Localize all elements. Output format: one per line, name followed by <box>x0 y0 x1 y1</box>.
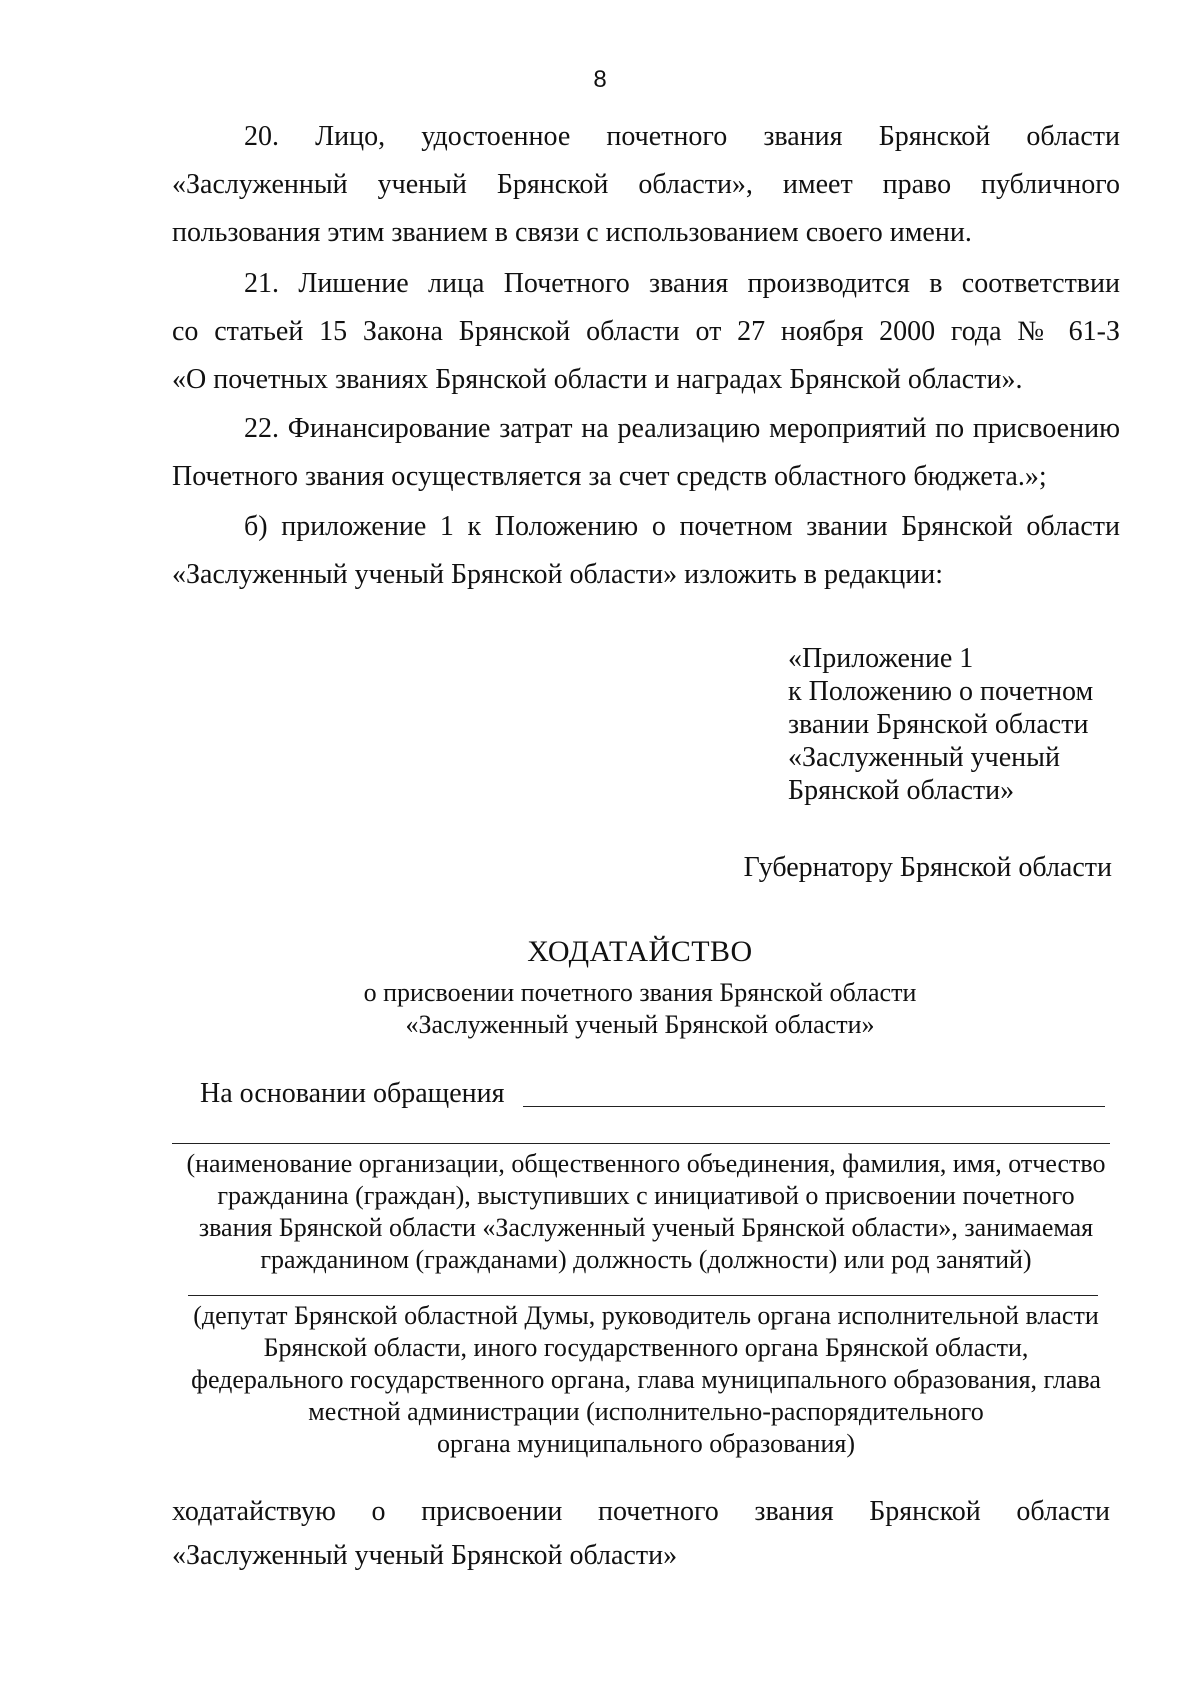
petition-subtitle: «Заслуженный ученый Брянской области» <box>405 1010 875 1039</box>
fill-line <box>523 1106 1105 1107</box>
page-number: 8 <box>593 66 607 93</box>
paragraph-line: пользования этим званием в связи с использованием своего имени. <box>172 217 972 248</box>
caption-line: гражданина (граждан), выступивших с инициативой о присвоении почетного <box>217 1181 1075 1210</box>
paragraph-line: «О почетных званиях Брянской области и наградах Брянской области». <box>172 364 1023 395</box>
paragraph-line: «Заслуженный ученый Брянской области», имеет право публичного <box>172 169 1120 200</box>
paragraph-line: 21. Лишение лица Почетного звания производится в соответствии <box>244 268 1120 299</box>
paragraph-21 <box>172 260 1120 404</box>
caption-line: (наименование организации, общественного объединения, фамилия, имя, отчество <box>186 1149 1106 1178</box>
appendix-line: звании Брянской области <box>788 709 1089 740</box>
caption-line: Брянской области, иного государственного органа Брянской области, <box>263 1333 1029 1362</box>
appendix-line: к Положению о почетном <box>788 676 1094 707</box>
petition-title: ХОДАТАЙСТВО <box>527 935 753 968</box>
paragraph-22 <box>172 405 1120 501</box>
paragraph-line: 22. Финансирование затрат на реализацию мероприятий по присвоению <box>244 413 1120 444</box>
paragraph-line: ходатайствую о присвоении почетного звания Брянской области <box>172 1496 1110 1527</box>
paragraph-line: «Заслуженный ученый Брянской области» изложить в редакции: <box>172 559 944 590</box>
caption-line: органа муниципального образования) <box>436 1429 856 1458</box>
caption-line: местной администрации (исполнительно-распорядительного <box>308 1397 984 1426</box>
paragraph-line: б) приложение 1 к Положению о почетном звании Брянской области <box>244 511 1120 542</box>
appendix-line: «Заслуженный ученый <box>788 742 1060 773</box>
paragraph-line: «Заслуженный ученый Брянской области» <box>172 1540 678 1571</box>
appendix-line: Брянской области» <box>788 775 1015 806</box>
paragraph-line: со статьей 15 Закона Брянской области от 27 ноября 2000 года № 61-З <box>172 316 1120 347</box>
petition-subtitle: о присвоении почетного звания Брянской области <box>363 978 917 1007</box>
fill-line <box>188 1295 1098 1296</box>
appendix-header <box>788 642 1093 807</box>
paragraph-line: Почетного звания осуществляется за счет средств областного бюджета.»; <box>172 461 1047 492</box>
paragraph-b <box>172 503 1120 599</box>
fill-line <box>172 1143 1110 1144</box>
caption-line: (депутат Брянской областной Думы, руководитель органа исполнительной власти <box>193 1301 1099 1330</box>
closing-statement <box>172 1490 1110 1578</box>
caption-line: звания Брянской области «Заслуженный ученый Брянской области», занимаемая <box>198 1213 1094 1242</box>
caption-petitioner <box>172 1300 1120 1460</box>
appendix-line: «Приложение 1 <box>788 643 974 674</box>
basis-label: На основании обращения <box>200 1078 505 1109</box>
paragraph-20 <box>172 113 1120 257</box>
addressee: Губернатору Брянской области <box>743 852 1112 883</box>
caption-applicant <box>172 1148 1120 1276</box>
caption-line: федерального государственного органа, глава муниципального образования, глава <box>191 1365 1101 1394</box>
paragraph-line: 20. Лицо, удостоенное почетного звания Брянской области <box>244 121 1120 152</box>
caption-line: гражданином (гражданами) должность (должности) или род занятий) <box>260 1245 1032 1274</box>
